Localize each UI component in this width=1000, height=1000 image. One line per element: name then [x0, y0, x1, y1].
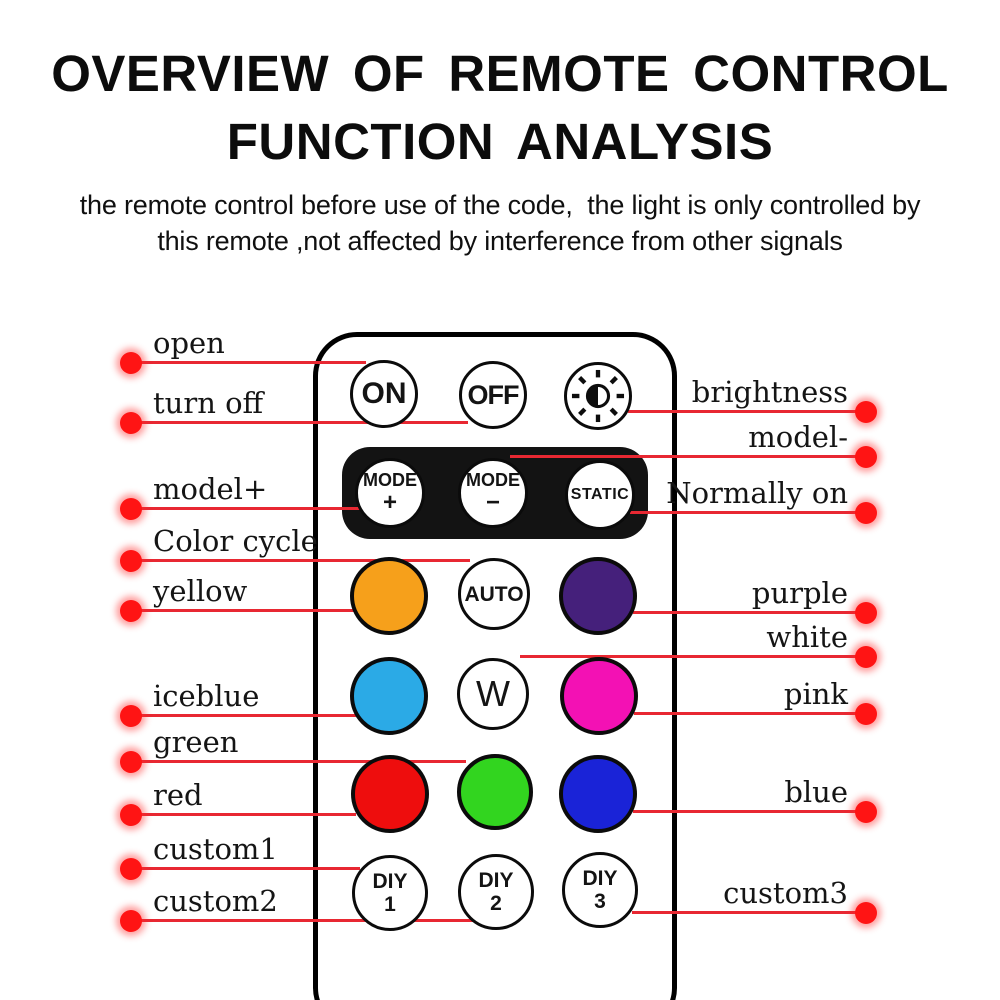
callout-custom1-label: custom1 [153, 832, 278, 866]
purple-button [559, 557, 637, 635]
auto-label: AUTO [464, 582, 524, 606]
callout-model-plus-label: model+ [153, 472, 268, 506]
on-button [350, 360, 418, 428]
brightness-icon [567, 365, 629, 427]
callout-red-label: red [153, 778, 203, 812]
subtitle-line1: the remote control before use of the code, the light is only controlled by [79, 190, 921, 220]
brightness-button [564, 362, 632, 430]
page-title-line1: OVERVIEW OF REMOTE CONTROL [51, 45, 949, 102]
callout-open-label: open [153, 326, 225, 360]
callout-turn-off-label: turn off [153, 386, 264, 420]
callout-color-cycle-label: Color cycle [153, 524, 318, 558]
mode-minus-button [458, 458, 528, 528]
callout-green-label: green [153, 725, 239, 759]
green-button [457, 754, 533, 830]
mode-plus-sub-label: + [382, 489, 397, 516]
callout-model-minus-label: model- [748, 420, 848, 454]
red-button [351, 755, 429, 833]
diy2-label: DIY [478, 869, 514, 892]
callout-iceblue-label: iceblue [153, 679, 260, 713]
off-button [459, 361, 527, 429]
diy3-label: DIY [582, 867, 618, 890]
static-label: STATIC [570, 486, 630, 503]
white-label: W [476, 673, 510, 714]
diy1-button [352, 855, 428, 931]
callout-white-label: white [766, 620, 848, 654]
callout-custom2-label: custom2 [153, 884, 278, 918]
auto-button [458, 558, 530, 630]
on-label: ON [361, 377, 407, 410]
white-button [457, 658, 529, 730]
static-button [565, 460, 635, 530]
off-label: OFF [467, 379, 519, 410]
callout-yellow-label: yellow [153, 574, 248, 608]
iceblue-button [350, 657, 428, 735]
diy2-button [458, 854, 534, 930]
pink-button [560, 657, 638, 735]
callout-brightness-label: brightness [691, 375, 848, 409]
mode-plus-label: MODE [363, 470, 417, 490]
mode-plus-button [355, 458, 425, 528]
callout-custom3-label: custom3 [723, 876, 848, 910]
mode-minus-sub-label: − [485, 489, 500, 516]
blue-button [559, 755, 637, 833]
diy3-button [562, 852, 638, 928]
subtitle-line2: this remote ,not affected by interference from other signals [157, 226, 843, 256]
diy3-sub-label: 3 [594, 890, 606, 913]
diy1-label: DIY [372, 870, 408, 893]
callout-purple-label: purple [751, 576, 848, 610]
callout-normally-on-label: Normally on [666, 476, 848, 510]
diy1-sub-label: 1 [384, 893, 396, 916]
callout-pink-label: pink [783, 677, 848, 711]
callout-blue-label: blue [784, 775, 848, 809]
mode-minus-label: MODE [466, 470, 520, 490]
yellow-button [350, 557, 428, 635]
diy2-sub-label: 2 [490, 892, 502, 915]
page-title-line2: FUNCTION ANALYSIS [226, 113, 774, 170]
